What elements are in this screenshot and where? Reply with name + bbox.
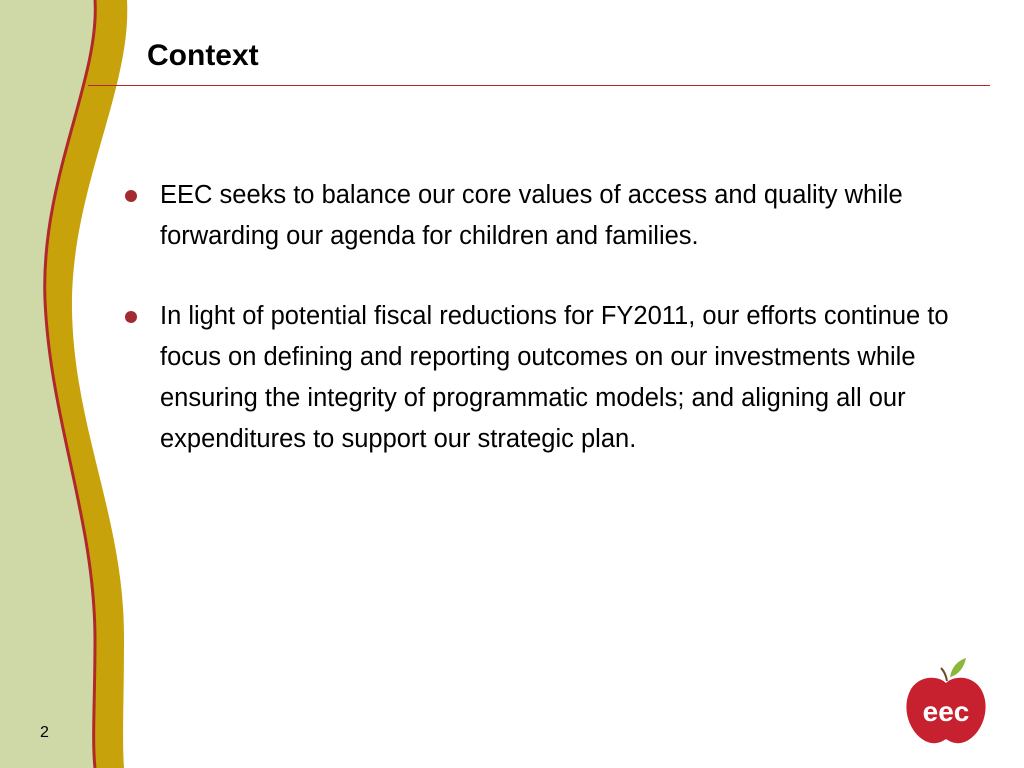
leaf-icon (950, 658, 966, 677)
bullet-text: EEC seeks to balance our core values of access and quality while forwarding our agenda for children and families. (160, 181, 903, 250)
stem-icon (941, 668, 947, 681)
title-divider (88, 85, 990, 86)
bullet-dot-icon (125, 311, 137, 323)
logo-text: eec (922, 696, 970, 727)
slide-title: Context (147, 39, 259, 72)
side-wave-decoration (0, 0, 140, 768)
apple-logo-icon (900, 655, 995, 750)
bullet-dot-icon (125, 190, 137, 202)
page-number: 2 (40, 724, 49, 741)
bullet-item (120, 296, 990, 460)
bullet-list (120, 175, 990, 499)
bullet-item (120, 175, 990, 257)
bullet-text: In light of potential fiscal reductions for FY2011, our efforts continue to focus on defining and reporting outcomes on our investments while ensuring the integrity of programmatic models; and aligning all our expenditures to support our strategic plan. (160, 302, 949, 453)
